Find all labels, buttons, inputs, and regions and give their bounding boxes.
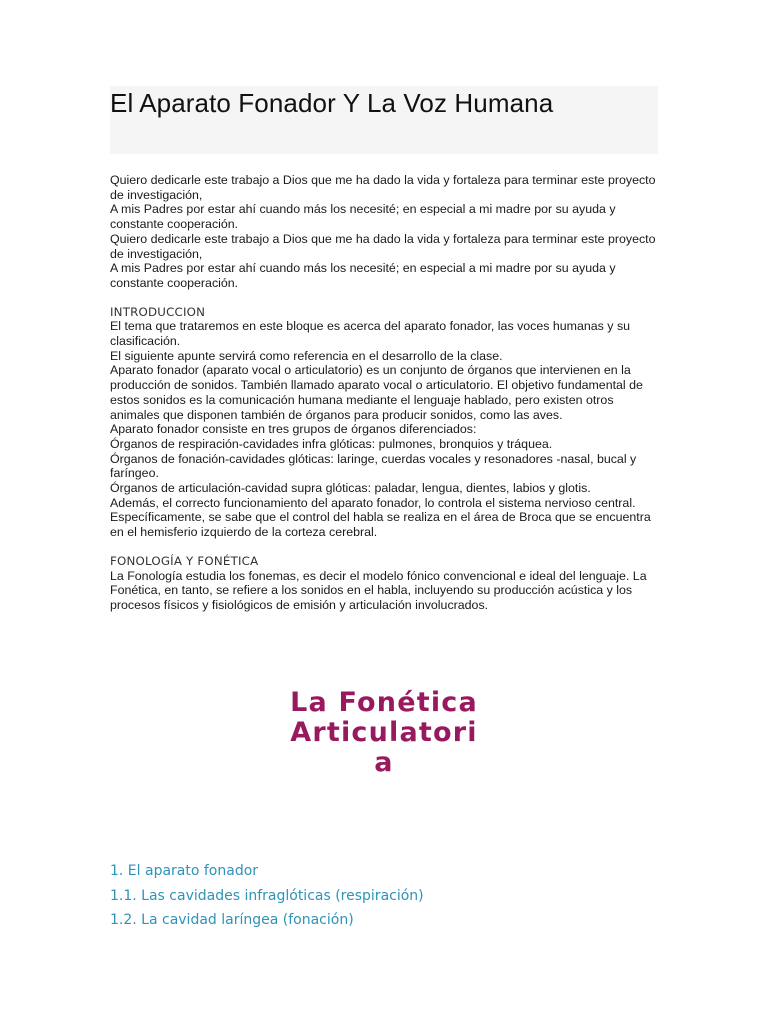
toc-link-cavidades-infragloticas[interactable]: 1.1. Las cavidades infraglóticas (respiración) bbox=[110, 887, 424, 904]
dedication-line: A mis Padres por estar ahí cuando más los necesité; en especial a mi madre por su ayuda y constante cooperación. bbox=[110, 202, 616, 232]
introduccion-heading: INTRODUCCION bbox=[110, 304, 206, 319]
paragraph: Aparato fonador (aparato vocal o articulatorio) es un conjunto de órganos que intervienen en la producción de sonidos. También llamado aparato vocal o articulatorio. El objetivo fundamental de estos sonidos es la comunicación humana mediante el lenguaje hablado, pero existen otros animales que disponen también de órganos para producir sonidos, como las aves. bbox=[110, 363, 643, 422]
toc-link-aparato-fonador[interactable]: 1. El aparato fonador bbox=[110, 863, 259, 879]
document-page bbox=[110, 86, 658, 928]
document-title: El Aparato Fonador Y La Voz Humana bbox=[110, 88, 554, 118]
title-box bbox=[110, 86, 658, 154]
paragraph: La Fonología estudia los fonemas, es decir el modelo fónico convencional e ideal del lenguaje. La Fonética, en tanto, se refiere a los sonidos en el habla, incluyendo su producción acústica y los procesos físicos y fisiológicos de emisión y articulación involucrados. bbox=[110, 568, 647, 612]
fonologia-section bbox=[110, 554, 658, 613]
chapter-heading-line: a bbox=[374, 747, 394, 778]
paragraph: Además, el correcto funcionamiento del aparato fonador, lo controla el sistema nervioso central. Específicamente, se sabe que el control del habla se realiza en el área de Broca que se encuentra en el hemisferio izquierdo de la corteza cerebral. bbox=[110, 495, 651, 540]
paragraph: Órganos de articulación-cavidad supra glóticas: paladar, lengua, dientes, labios y glotis. bbox=[110, 481, 591, 496]
paragraph: Órganos de fonación-cavidades glóticas: laringe, cuerdas vocales y resonadores -nasal, bucal y faríngeo. bbox=[110, 451, 637, 481]
dedication-block bbox=[110, 173, 658, 613]
dedication-line: Quiero dedicarle este trabajo a Dios que me ha dado la vida y fortaleza para terminar este proyecto de investigación, bbox=[110, 173, 656, 202]
fonologia-heading: FONOLOGÍA Y FONÉTICA bbox=[110, 553, 259, 568]
dedication-line: Quiero dedicarle este trabajo a Dios que me ha dado la vida y fortaleza para terminar este proyecto de investigación, bbox=[110, 231, 656, 261]
chapter-heading-line: La Fonética bbox=[290, 687, 478, 718]
dedication-line: A mis Padres por estar ahí cuando más los necesité; en especial a mi madre por su ayuda y constante cooperación. bbox=[110, 261, 616, 290]
introduccion-text bbox=[110, 319, 658, 540]
chapter-heading bbox=[110, 688, 658, 778]
paragraph: El tema que trataremos en este bloque es acerca del aparato fonador, las voces humanas y su clasificación. bbox=[110, 319, 631, 349]
introduccion-section bbox=[110, 305, 658, 540]
table-of-contents bbox=[110, 859, 658, 933]
chapter-heading-line: Articulatori bbox=[290, 717, 478, 748]
paragraph: El siguiente apunte servirá como referencia en el desarrollo de la clase. bbox=[110, 348, 503, 363]
toc-link-cavidad-laringea[interactable]: 1.2. La cavidad laríngea (fonación) bbox=[110, 912, 354, 928]
fonologia-text bbox=[110, 569, 658, 613]
paragraph: Aparato fonador consiste en tres grupos de órganos diferenciados: bbox=[110, 422, 477, 437]
paragraph: Órganos de respiración-cavidades infra glóticas: pulmones, bronquios y tráquea. bbox=[110, 436, 553, 451]
